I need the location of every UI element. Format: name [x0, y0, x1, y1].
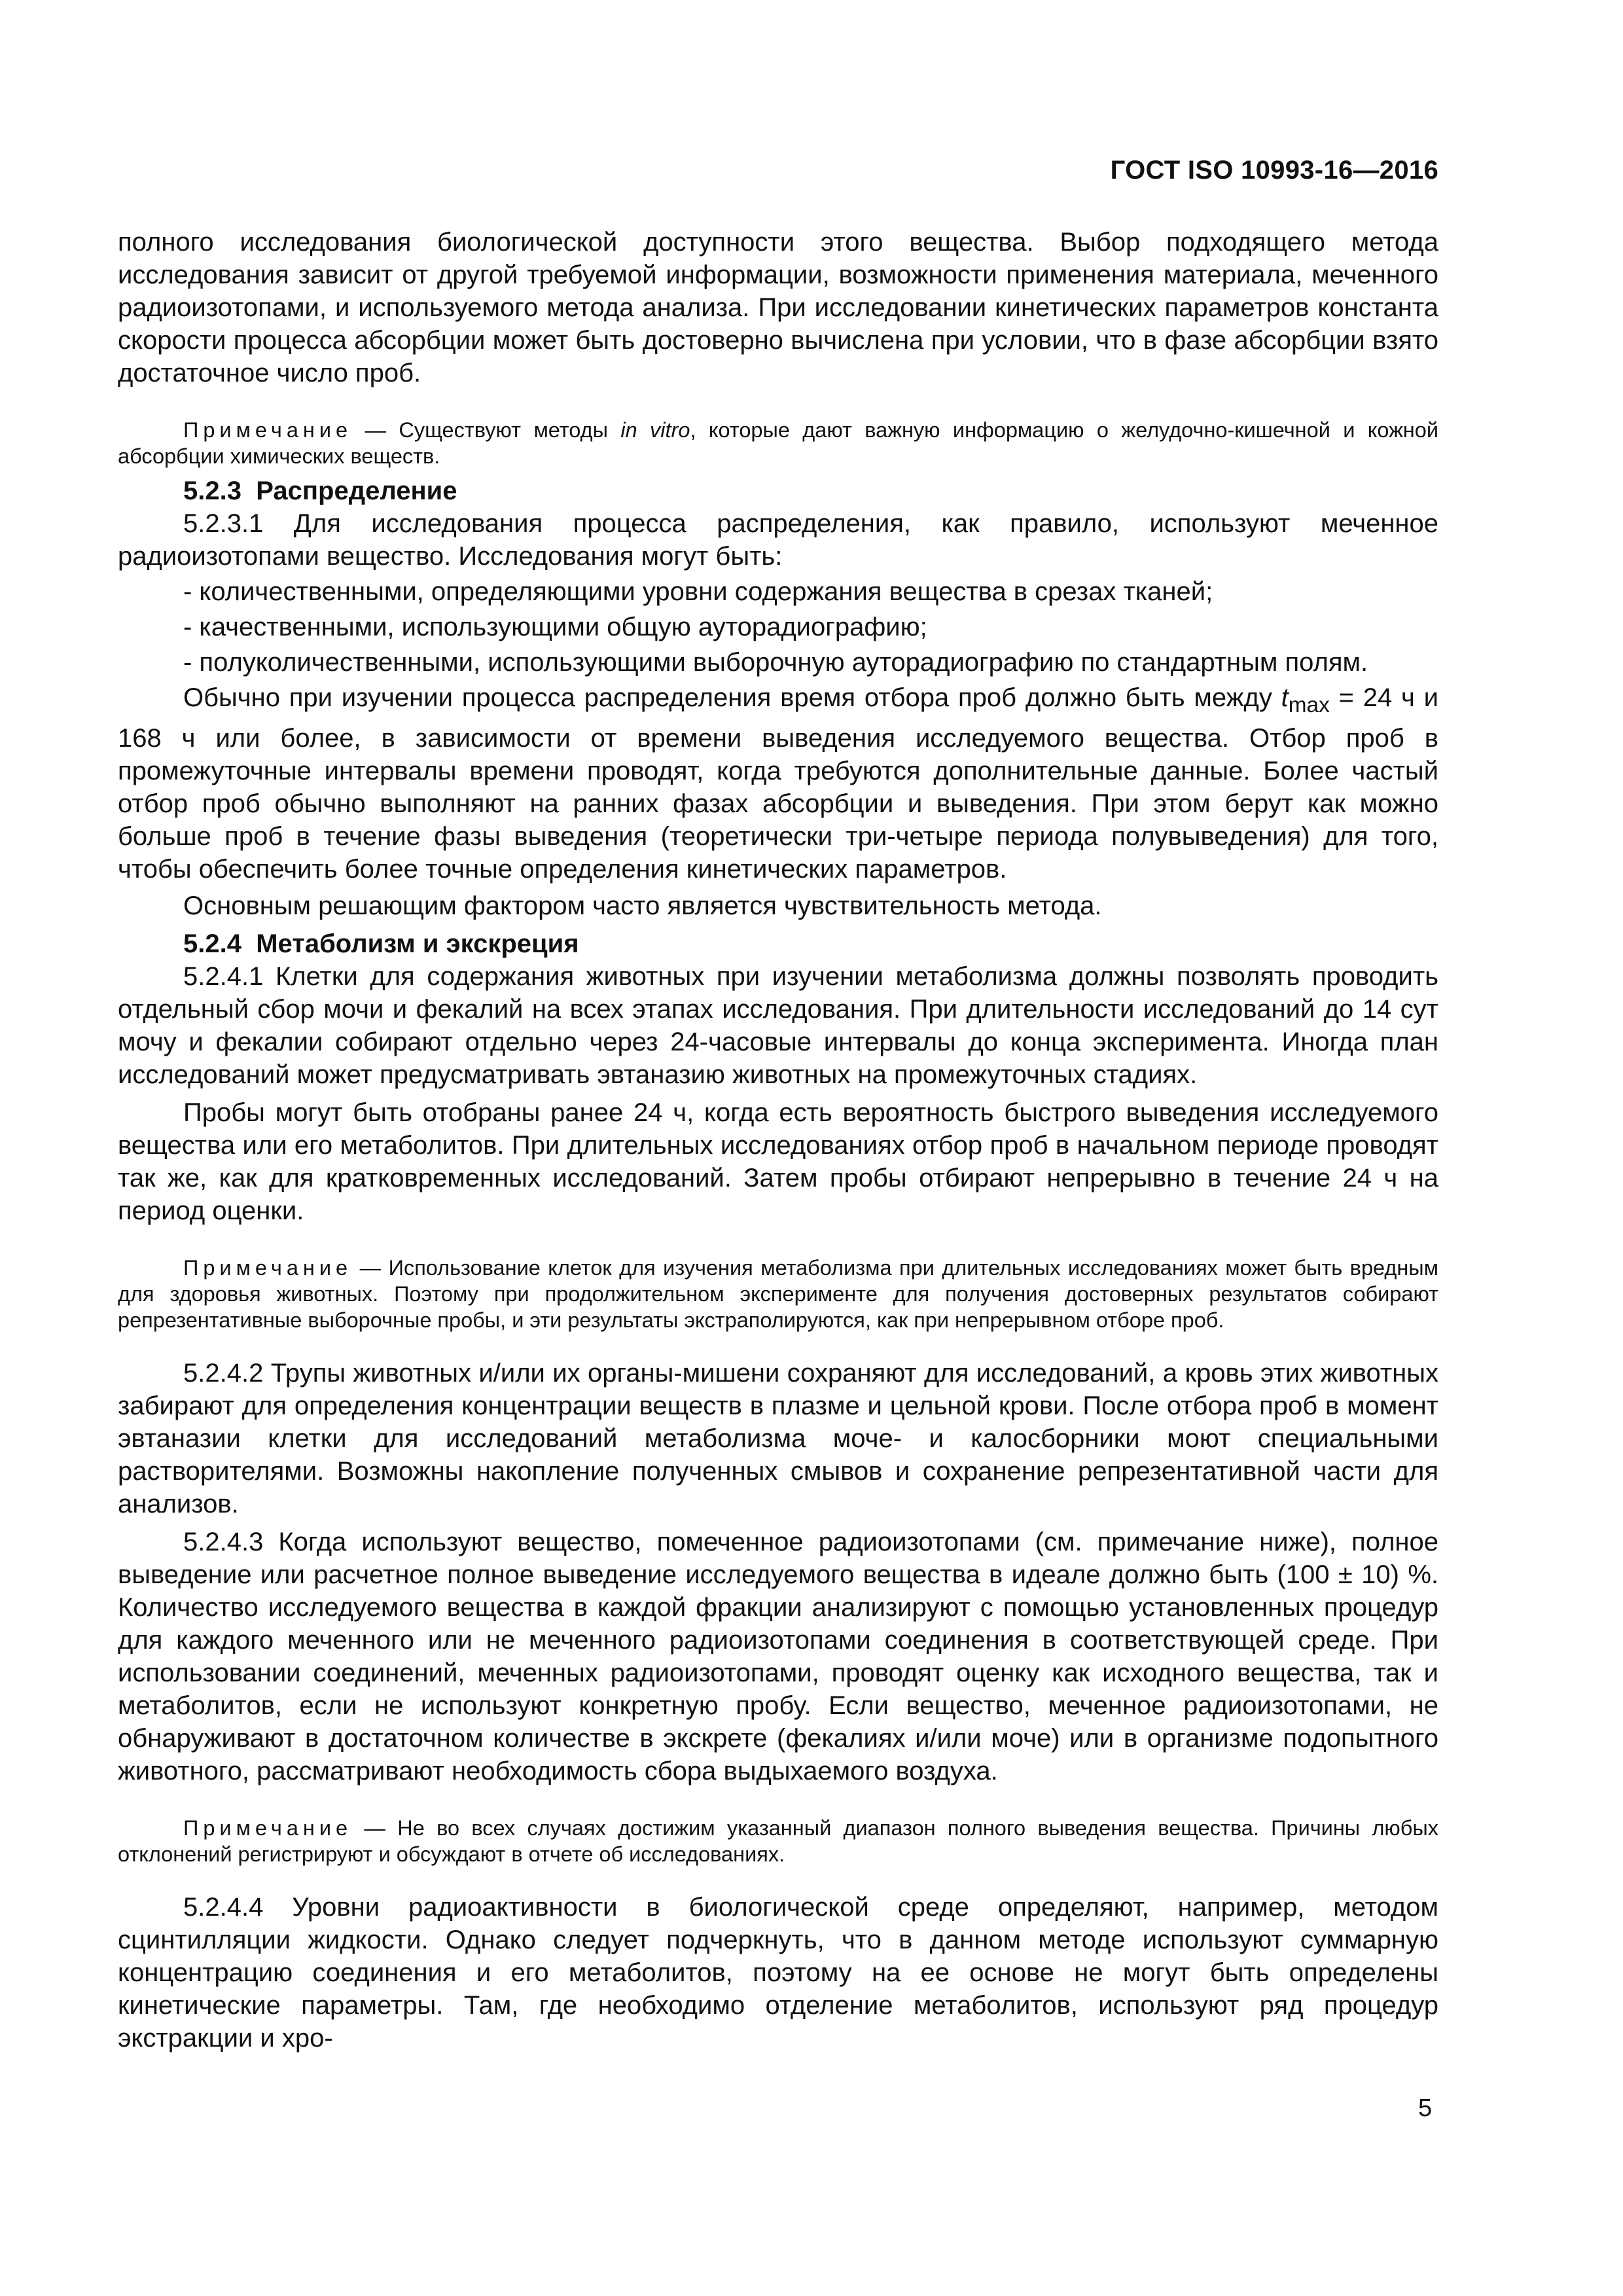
standard-code-header: ГОСТ ISO 10993-16—2016 [1110, 156, 1438, 185]
list-item: - полуколичественными, использующими выборочную ауторадиографию по стандартным полям. [183, 648, 1368, 677]
page-number: 5 [1418, 2094, 1433, 2122]
document-body [118, 226, 1438, 2054]
continuation-paragraph: полного исследования биологической доступности этого вещества. Выбор подходящего метода исследования зависит от другой требуемой информации, возможности применения материала, меченного радиоизотопами, и используемого метода анализа. При исследовании кинетических параметров константа скорости процесса абсорбции может быть достоверно вычислена при условии, что в фазе абсорбции взято достаточное число проб. [118, 228, 1438, 387]
distribution-study-types-list [118, 575, 1438, 679]
paragraph-5-2-4-3: 5.2.4.3 Когда используют вещество, помеченное радиоизотопами (см. примечание ниже), полное выведение или расчетное полное выведение исследуемого вещества в идеале должно быть (100 ± 10) %. Количество исследуемого вещества в каждой фракции анализируют с помощью установленных процедур для каждого меченного или не меченного радиоизотопами соединения в соответствующей среде. При использовании соединений, меченных радиоизотопами, проводят оценку как исходного вещества, так и метаболитов, если не используют конкретную пробу. Если вещество, меченное радиоизотопами, не обнаруживают в достаточном количестве в экскрете (фекалиях и/или моче) или в организме подопытного животного, рассматривают необходимость сбора выдыхаемого воздуха. [118, 1528, 1438, 1785]
paragraph-samples: Пробы могут быть отобраны ранее 24 ч, когда есть вероятность быстрого выведения исследуемого вещества или его метаболитов. При длительных исследованиях отбор проб в начальном периоде проводят так же, как для кратковременных исследований. Затем пробы отбирают непрерывно в течение 24 ч на период оценки. [118, 1098, 1438, 1225]
list-item: - качественными, использующими общую ауторадиографию; [183, 613, 927, 641]
note-metabolism-cages: Примечание — Использование клеток для изучения метаболизма при длительных исследованиях может быть вредным для здоровья животных. Поэтому при продолжительном эксперименте для получения достоверных результатов собирают репрезентативные выборочные пробы, и эти результаты экстраполируются, как при непрерывном отборе проб. [118, 1256, 1439, 1332]
note-label: Примечание [183, 1816, 353, 1840]
paragraph-5-2-3-1: 5.2.3.1 Для исследования процесса распределения, как правило, используют меченное радиоизотопами вещество. Исследования могут быть: [118, 509, 1438, 571]
note-in-vitro: Примечание — Существуют методы in vitro, которые дают важную информацию о желудочно-кишечной и кожной абсорбции химических веществ. [118, 418, 1438, 468]
t-max-subscript: max [1288, 693, 1330, 717]
note-label: Примечание [183, 1256, 353, 1280]
note-label: Примечание [183, 418, 353, 442]
t-max-symbol: t [1281, 683, 1289, 712]
note-italic-term: in vitro [620, 418, 690, 442]
paragraph-5-2-4-2: 5.2.4.2 Трупы животных и/или их органы-мишени сохраняют для исследований, а кровь этих животных забирают для определения концентрации веществ в плазме и цельной крови. После отбора проб в момент эвтаназии клетки для исследований метаболизма моче- и калосборники моют специальными растворителями. Возможны накопление полученных смывов и сохранение репрезентативной части для анализов. [118, 1359, 1438, 1518]
paragraph-5-2-4-1: 5.2.4.1 Клетки для содержания животных при изучении метаболизма должны позволять проводить отдельный сбор мочи и фекалий на всех этапах исследования. При длительности исследований до 14 сут мочу и фекалии собирают отдельно через 24-часовые интервалы до конца эксперимента. Иногда план исследований может предусматривать эвтаназию животных на промежуточных стадиях. [118, 962, 1438, 1089]
section-heading-5-2-4: 5.2.4 Метаболизм и экскреция [183, 929, 579, 958]
section-heading-5-2-3: 5.2.3 Распределение [183, 476, 457, 505]
paragraph-5-2-4-4: 5.2.4.4 Уровни радиоактивности в биологической среде определяют, например, методом сцинтилляции жидкости. Однако следует подчеркнуть, что в данном методе используют суммарную концентрацию соединения и его метаболитов, поэтому на ее основе не могут быть определены кинетические параметры. Там, где необходимо отделение метаболитов, используют ряд процедур экстракции и хро- [118, 1893, 1438, 2053]
list-item: - количественными, определяющими уровни содержания вещества в срезах тканей; [183, 577, 1213, 606]
paragraph-sensitivity: Основным решающим фактором часто является чувствительность метода. [183, 891, 1102, 920]
note-excretion-range: Примечание — Не во всех случаях достижим указанный диапазон полного выведения вещества. Причины любых отклонений регистрируют и обсуждают в отчете об исследованиях. [118, 1816, 1439, 1866]
paragraph-sampling-time: Обычно при изучении процесса распределения время отбора проб должно быть между $t_{max} = 24$ ч и 168 ч или более, в зависимости от времени выведения исследуемого вещества. Отбор проб в промежуточные интервалы времени проводят, когда требуются дополнительные данные. Более частый отбор проб обычно выполняют на ранних фазах абсорбции и выведения. При этом берут как можно больше проб в течение фазы выведения (теоретически три-четыре периода полувыведения) для того, чтобы обеспечить более точные определения кинетических параметров. [118, 683, 1438, 884]
